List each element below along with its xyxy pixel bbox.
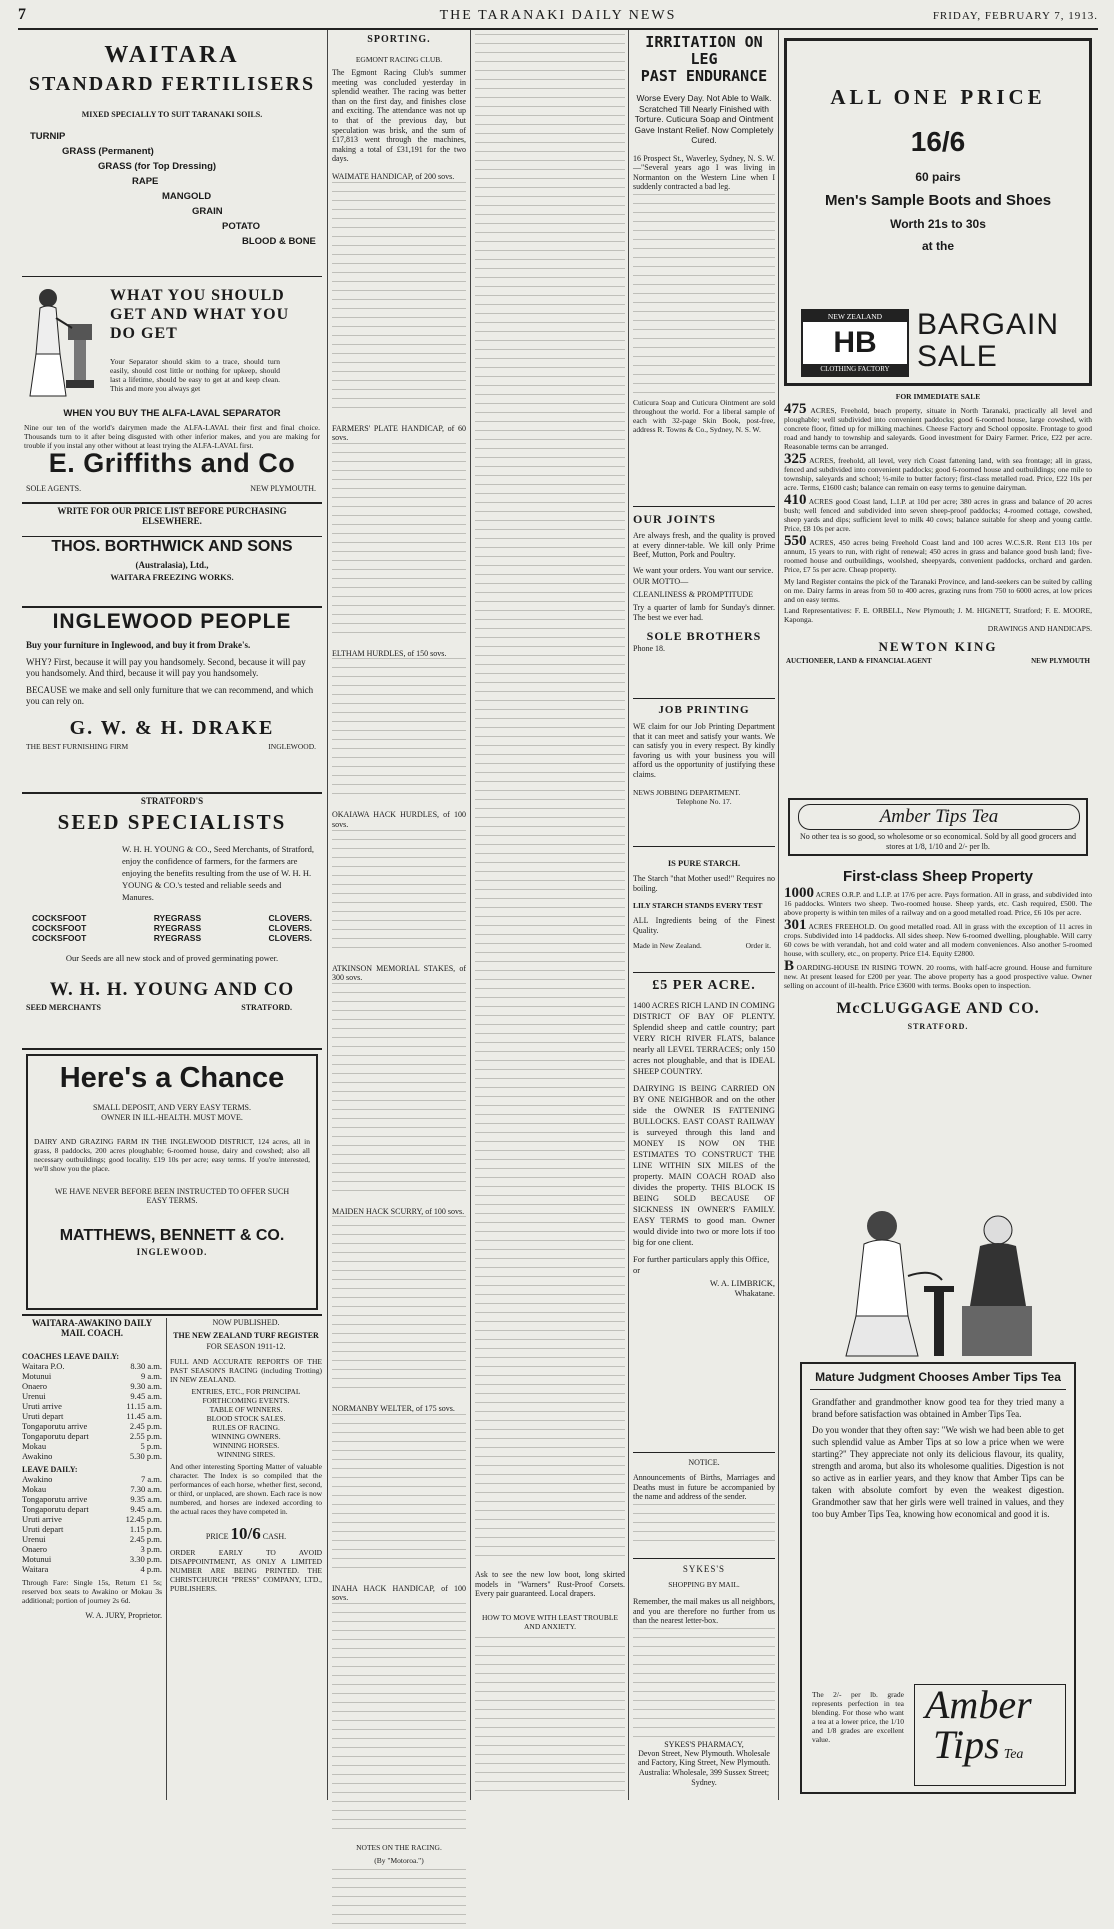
listing-text: ACRES, 450 acres being Freehold Coast land and 100 acres W.C.S.R. Rent £13 10s per annum, 15 years to run, with right of renewal; 450 acres in grass and balance good bush land; five-roomed house and outbuildings, woolshed, sheepyards, convenient paddocks, orchard and garden. Price, £7 5s per acre. Cheap property. xyxy=(784,538,1092,574)
listing-text: ACRES, freehold, all level, very rich Coast fattening land, with sea frontage; all in grass, fenced and subdivided into convenient paddocks; good 6-roomed house and outbuildings; one mile to township, saleyards and school; ½-mile to butter factory; first-class metalled road. Price, £22 10s per acre. Terms, £1600 cash; balance can remain on easy terms to genuine dairyman. xyxy=(784,456,1092,492)
grandparents-illustration xyxy=(812,1196,1070,1358)
ad-subtitle: SHOPPING BY MAIL. xyxy=(668,1580,740,1589)
ad-text: 1400 ACRES RICH LAND IN COMING DISTRICT OF BAY OF PLENTY. Splendid sheep and cattle country; part VERY RICH RIVER FLATS, balance nearly all LEVEL TERRACES; only 150 acres not ploughable, and that is IDEAL SHEEP COUNTRY. xyxy=(633,1000,775,1076)
race-heading: INAHA HACK HANDICAP, of 100 sovs. xyxy=(332,1583,466,1603)
ad-text: FULL AND ACCURATE REPORTS OF THE PAST SEASON'S RACING (including Trotting) IN NEW ZEALAND. xyxy=(170,1357,322,1384)
ad-note: The 2/- per lb. grade represents perfection in tea blending. For those who want a tea at a lower price, the 1/10 and 1/8 grades are excellent value. xyxy=(812,1690,904,1744)
timetable-row: Onaero 9.30 a.m. xyxy=(22,1381,162,1391)
timetable-row: Motunui 9 a.m. xyxy=(22,1371,162,1381)
ad-text: WHY? First, because it will pay you handsomely. Second, because it will pay you handsomely. And third, because it will pay you handsomely. xyxy=(26,657,306,678)
race-result-lines xyxy=(332,182,466,416)
property-listing xyxy=(784,917,1092,958)
race-heading: NORMANBY WELTER, of 175 sovs. xyxy=(332,1404,455,1414)
lily-starch-ad xyxy=(633,858,775,951)
product-name: Men's Sample Boots and Shoes xyxy=(824,192,1052,209)
classified-text: Ask to see the new low boot, long skirted models in "Warners" Rust-Proof Corsets. Every pair guaranteed. Local drapers. xyxy=(475,1570,625,1599)
ad-text: Grandfather and grandmother know good tea for they tried many a brand before satisfaction was obtained in Amber Tips Tea. xyxy=(812,1397,1064,1419)
race-heading: WAIMATE HANDICAP, of 200 sovs. xyxy=(332,171,455,181)
ad-text: And other interesting Sporting Matter of valuable character. The Index is so compiled that the performances of each horse, whether first, second, or third, or unplaced, are shown. Each race is now numbered, and horses are indexed according to the actual races they have competed in. xyxy=(170,1462,322,1516)
turf-list-item: TABLE OF WINNERS. xyxy=(209,1405,283,1414)
race-heading: ATKINSON MEMORIAL STAKES, of 300 sovs. xyxy=(332,963,466,983)
ad-reps: Land Representatives: F. E. ORBELL, New Plymouth; J. M. HIGNETT, Stratford; F. E. MOORE, Kaponga. xyxy=(784,606,1092,624)
race-result-lines xyxy=(332,1216,466,1396)
amber-tips-logo: Amber Tips Tea xyxy=(798,804,1080,830)
property-listing xyxy=(784,492,1092,533)
newton-king-land-ad xyxy=(784,392,1092,792)
ad-text: Buy your furniture in Inglewood, and buy it from Drake's. xyxy=(26,640,251,650)
seed-grid xyxy=(32,913,312,943)
race-result-lines xyxy=(332,983,466,1199)
timetable-heading: COACHES LEAVE DAILY: xyxy=(22,1352,120,1361)
timetable-row: Tongaporutu arrive 9.35 a.m. xyxy=(22,1494,162,1504)
turf-list-item: WINNING SIRES. xyxy=(217,1450,275,1459)
turf-list-item: WINNING OWNERS. xyxy=(211,1432,281,1441)
timetable-row: Motunui 3.30 p.m. xyxy=(22,1554,162,1564)
ad-title: First-class Sheep Property xyxy=(842,868,1034,885)
byline: (By "Motoroa.") xyxy=(374,1856,424,1866)
timetable-row: Waitara 4 p.m. xyxy=(22,1564,162,1574)
ad-title: OUR JOINTS xyxy=(633,512,717,526)
notice-lines xyxy=(633,1504,775,1544)
section-rule xyxy=(22,792,322,794)
firm-tag: SEED MERCHANTS xyxy=(26,1003,101,1012)
ad-title: Here's a Chance xyxy=(59,1062,285,1094)
ad-text: Our Seeds are all new stock and of proved germinating power. xyxy=(65,953,279,963)
sykes-pharmacy-ad xyxy=(633,1564,775,1787)
notice-title: NOTICE. xyxy=(688,1458,720,1467)
firm-place: NEW PLYMOUTH xyxy=(1031,657,1090,665)
ad-title: £5 PER ACRE. xyxy=(652,978,756,993)
timetable-row: Awakino 7 a.m. xyxy=(22,1474,162,1484)
firm-name: SYKES'S PHARMACY, xyxy=(664,1739,744,1749)
butcher-ad xyxy=(633,512,775,653)
ad-text: DAIRY AND GRAZING FARM IN THE INGLEWOOD DISTRICT, 124 acres, all in grass, 8 paddocks, 200 acres ploughable; 6-roomed house, dairy and cowshed; also all necessary outbuildings; good locality. £19 10s per acre; easy terms. If you're interested, we'll show you the place. xyxy=(34,1137,310,1173)
waitara-fertilisers-ad xyxy=(22,42,322,272)
testimonial-lines xyxy=(633,194,775,394)
firm-address: Devon Street, New Plymouth. Wholesale and Factory, King Street, New Plymouth. Australia: Wholesale, 399 Sussex Street; Sydney. xyxy=(637,1748,771,1787)
race-result-lines xyxy=(332,658,466,802)
ad-title: STANDARD FERTILISERS xyxy=(28,73,316,95)
list-item: MANGOLD xyxy=(162,191,212,202)
ad-title: IS PURE STARCH. xyxy=(667,858,741,868)
race-result-lines xyxy=(332,443,466,641)
turf-list-item: BLOOD STOCK SALES. xyxy=(206,1414,286,1423)
firm-name: W. H. H. YOUNG AND CO xyxy=(49,979,295,1000)
ad-terms: SMALL DEPOSIT, AND VERY EASY TERMS. OWNER IN ILL-HEALTH. MUST MOVE. xyxy=(92,1103,252,1122)
firm-phone: Phone 18. xyxy=(633,643,665,653)
fare-text: Through Fare: Single 15s, Return £1 5s; reserved box seats to Awakino or Mokau 3s additional; portion of journey 2s 6d. xyxy=(22,1578,162,1605)
price-line: PRICE 10/6 CASH. xyxy=(205,1524,287,1543)
timetable-row: Awakino 5.30 p.m. xyxy=(22,1451,162,1461)
firm-name: McCLUGGAGE AND CO. xyxy=(836,1000,1040,1017)
ad-season: FOR SEASON 1911-12. xyxy=(206,1342,286,1351)
timetable-row: Tongaporutu depart 9.45 a.m. xyxy=(22,1504,162,1514)
column-rule xyxy=(166,1318,167,1800)
turf-list xyxy=(170,1387,322,1459)
timetable-row: Urenui 2.45 p.m. xyxy=(22,1534,162,1544)
ad-title: SYKES'S xyxy=(682,1564,726,1574)
hb-logo: NEW ZEALAND HB CLOTHING FACTORY xyxy=(801,309,909,377)
race-result-lines xyxy=(332,1603,466,1837)
race-heading: FARMERS' PLATE HANDICAP, of 60 sovs. xyxy=(332,423,466,443)
ad-heading: IRRITATION ON LEG xyxy=(645,33,763,68)
timetable-row: Uruti depart 11.45 a.m. xyxy=(22,1411,162,1421)
agent-name: W. A. LIMBRICK, xyxy=(709,1278,775,1288)
list-item: POTATO xyxy=(222,221,260,232)
racing-continued-column xyxy=(475,34,625,1796)
timetable-heading: LEAVE DAILY: xyxy=(22,1465,78,1474)
ad-text: WE HAVE NEVER BEFORE BEEN INSTRUCTED TO OFFER SUCH EASY TERMS. xyxy=(54,1187,290,1205)
proprietor: W. A. JURY, Proprietor. xyxy=(85,1611,162,1620)
firm-place: STRATFORD. xyxy=(241,1003,292,1012)
dept-phone: Telephone No. 17. xyxy=(676,796,732,806)
borthwick-ad xyxy=(22,506,322,606)
woman-separator-illustration xyxy=(26,284,100,402)
listing-number: 550 xyxy=(784,533,807,549)
listing-text: OARDING-HOUSE IN RISING TOWN. 20 rooms, with half-acre ground. House and furniture new. At present leased for £200 per year. The above property has a good prospective value. Owner selling on account of ill-health. Price £3600 with terms. Books open to inspection. xyxy=(784,963,1093,990)
ad-motto: CLEANLINESS & PROMPTITUDE xyxy=(633,590,754,600)
column-four xyxy=(633,34,775,1796)
ad-title: JOB PRINTING xyxy=(658,704,750,716)
firm-place: STRATFORD. xyxy=(907,1022,969,1031)
mccluggage-property-ad xyxy=(784,864,1092,1194)
property-listing xyxy=(784,451,1092,492)
timetable-row: Mokau 7.30 a.m. xyxy=(22,1484,162,1494)
seed-row: COCKSFOOT RYEGRASS CLOVERS. xyxy=(32,923,312,933)
ad-title: THE NEW ZEALAND TURF REGISTER xyxy=(173,1331,319,1340)
cuticura-ad xyxy=(633,34,775,434)
property-listing xyxy=(784,958,1093,990)
amber-tips-logo: Amber Tips Tea xyxy=(914,1684,1066,1786)
column-rule xyxy=(470,30,471,1800)
ad-text: For further particulars apply this Office, or xyxy=(633,1254,770,1275)
list-item: GRASS (for Top Dressing) xyxy=(98,161,217,172)
section-rule xyxy=(22,502,322,504)
article-text-lines xyxy=(475,1637,625,1797)
race-heading: MAIDEN HACK SCURRY, of 100 sovs. xyxy=(332,1206,465,1216)
sale-heading: SALE xyxy=(917,340,998,373)
quantity: 60 pairs xyxy=(915,170,961,184)
notice-block xyxy=(633,1458,775,1544)
ad-text: No other tea is so good, so wholesome or so economical. Sold by all good grocers and stores at 1/8, 1/10 and 2/- per lb. xyxy=(800,832,1076,851)
listing-number: 301 xyxy=(784,917,807,933)
ad-pre: NOW PUBLISHED. xyxy=(212,1318,280,1327)
section-title: SPORTING. xyxy=(367,34,431,45)
sample-boots-ad xyxy=(784,38,1092,386)
column-rule xyxy=(778,30,779,1800)
ad-text: ORDER EARLY TO AVOID DISAPPOINTMENT, AS ONLY A LIMITED NUMBER ARE BEING PRINTED. THE CHRISTCHURCH "PRESS" COMPANY, LTD., PUBLISHERS. xyxy=(170,1548,322,1593)
amber-tips-ad-large xyxy=(800,1362,1076,1794)
paper-title: THE TARANAKI DAILY NEWS xyxy=(439,8,677,23)
listing-text: ACRES good Coast land, L.I.P. at 10d per acre; 380 acres in grass and balance of 20 acres bush; well fenced and subdivided into seven sheep-proof paddocks; 4-roomed cottage, cowshed, sheep yards and dips; sufficient level to milk 40 cows; balance suitable for sheep and young cattle. Price, £8 10s per acre. xyxy=(784,497,1092,533)
notes-heading: NOTES ON THE RACING. xyxy=(356,1843,442,1853)
listing-number: 475 xyxy=(784,401,807,417)
ad-title: WAITARA xyxy=(104,42,240,68)
firm-place: NEW PLYMOUTH. xyxy=(250,484,316,493)
club-heading: EGMONT RACING CLUB. xyxy=(355,55,443,64)
property-list xyxy=(784,401,1092,574)
race-result-lines xyxy=(332,830,466,956)
price: 16/6 xyxy=(910,126,966,157)
ad-text: My land Register contains the pick of the Taranaki Province, and land-seekers can be suited by calling on me. Dairy farms in areas from 50 to 400 acres, grazing runs from 750 to 6000 acres, at low prices and on easy terms. xyxy=(784,577,1092,604)
column-rule xyxy=(327,30,328,1800)
firm-name: G. W. & H. DRAKE xyxy=(69,717,275,739)
ad-title: INGLEWOOD PEOPLE xyxy=(52,610,292,633)
property-list xyxy=(784,885,1093,990)
timetable-title: WAITARA-AWAKINO DAILY MAIL COACH. xyxy=(31,1318,153,1338)
ad-text: The Starch "that Mother used!" Requires no boiling. xyxy=(633,874,775,893)
race-heading: OKAIAWA HACK HURDLES, of 100 sovs. xyxy=(332,810,466,829)
seed-row: COCKSFOOT RYEGRASS CLOVERS. xyxy=(32,913,312,923)
firm-name: MATTHEWS, BENNETT & CO. xyxy=(59,1227,285,1244)
race-result-lines xyxy=(332,1414,466,1576)
listing-text: ACRES, Freehold, beach property, situate in North Taranaki, practically all level and ploughable; well subdivided into convenient paddocks; good 6-roomed house, large cowshed, with concrete floor, fitted up for milking machines. Cheese Factory and School opposite. Frontage to good road and handy to township and saleyards. Good investment for Dairy Farmer. Price, £22 per acre. Reasonable terms can be arranged. xyxy=(784,406,1092,451)
ad-text: Do you wonder that they often say: "We wish we had been able to get such splendid value as Amber Tips at so low a price when we were starting?" They appreciate not only its delicious flavour, its quality, strength and aroma, but also its wholesome qualities. Digestion is not so active as in earlier years, and they know that Amber Tips can be taken with absolute comfort by even the weakest digestion. Grandmother saw that her girls were well trained in values, and they too buy Amber Tips Tea, knowing how economical and good it is. xyxy=(812,1425,1064,1519)
firm-place: INGLEWOOD. xyxy=(136,1247,208,1257)
agent-place: Whakatane. xyxy=(734,1288,775,1298)
timetable-row: Tongaporutu arrive 2.45 p.m. xyxy=(22,1421,162,1431)
drake-furniture-ad xyxy=(22,610,322,790)
list-item: TURNIP xyxy=(30,131,66,142)
ad-text: BECAUSE we make and sell only furniture that we can recommend, and which you can rely on. xyxy=(26,685,314,706)
firm-name: SOLE BROTHERS xyxy=(646,628,762,643)
notice-text: Announcements of Births, Marriages and Deaths must in future be accompanied by the name and address of the sender. xyxy=(633,1473,775,1502)
article-intro: The Egmont Racing Club's summer meeting was concluded yesterday in splendid weather. The racing was better than on the first day, and finishes close and exciting. The attendance was not up to that of the previous day, but speculation was brisk, and the sum of £17,813 went through the machines, making a total of £31,191 for the two days. xyxy=(332,68,466,164)
issue-date: FRIDAY, FEBRUARY 7, 1913. xyxy=(932,10,1098,22)
ad-pre: STRATFORD'S xyxy=(140,796,204,806)
masthead-rule xyxy=(18,28,1098,30)
ad-banner: WHEN YOU BUY THE ALFA-LAVAL SEPARATOR xyxy=(63,408,281,419)
ad-draw: DRAWINGS AND HANDICAPS. xyxy=(987,624,1092,633)
ad-text: W. H. H. YOUNG & CO., Seed Merchants, of Stratford, enjoy the confidence of farmers, for the farmers are enjoying the benefits resulting from the use of W. H. H. YOUNG & CO.'s tested and reliable seeds and Manures. xyxy=(122,844,315,902)
ad-heading: GET AND WHAT YOU xyxy=(110,306,290,323)
firm-sub: AUCTIONEER, LAND & FINANCIAL AGENT xyxy=(786,657,932,665)
ad-text: Are always fresh, and the quality is proved at every dinner-table. We kill only Prime Beef, Mutton, Pork and Poultry. xyxy=(633,531,775,560)
firm-name: NEWTON KING xyxy=(878,639,998,654)
section-rule xyxy=(22,606,322,608)
turf-list-item: WINNING HORSES. xyxy=(212,1441,280,1450)
coach-timetable xyxy=(22,1318,162,1800)
listing-number: 410 xyxy=(784,492,807,508)
at-the: at the xyxy=(921,239,954,253)
listing-number: B xyxy=(784,958,795,974)
race-heading: ELTHAM HURDLES, of 150 sovs. xyxy=(332,648,447,658)
ad-title: SEED SPECIALISTS xyxy=(57,810,287,834)
sporting-column xyxy=(332,34,466,1866)
firm-works: WAITARA FREEZING WORKS. xyxy=(110,572,234,582)
list-item: RAPE xyxy=(132,176,159,187)
timetable-row: Uruti arrive 12.45 p.m. xyxy=(22,1514,162,1524)
timetable-row: Urenui 9.45 a.m. xyxy=(22,1391,162,1401)
dept-name: NEWS JOBBING DEPARTMENT. xyxy=(633,787,741,797)
ad-heading: WHAT YOU SHOULD xyxy=(110,287,285,304)
firm-role: SOLE AGENTS. xyxy=(26,484,82,493)
list-item: GRASS (Permanent) xyxy=(62,146,154,157)
ad-text: Nine our ten of the world's dairymen made the ALFA-LAVAL their first and final choice. Thousands turn to it after being disgusted with other inferior makes, and you are making for trouble if you instal any other without at least trying the ALFA-LAVAL first. xyxy=(24,423,320,450)
list-item: GRAIN xyxy=(192,206,223,217)
firm-name: E. Griffiths and Co xyxy=(48,448,296,478)
worth: Worth 21s to 30s xyxy=(890,217,986,231)
alfa-laval-ad xyxy=(22,280,322,498)
ad-text: DAIRYING IS BEING CARRIED ON BY ONE NEIGHBOR and on the other side the OWNER IS FATTENING BULLOCKS. EAST COAST RAILWAY is surveyed through this land and MONEY IS NOW ON THE ESTIMATES TO CONSTRUCT THE LINE WITHIN SIX MILES of the property. MAIN COACH ROAD also divides the property. THIS BLOCK IS BEING SOLD BECAUSE OF SICKNESS IN OWNER'S FAMILY. EASY TERMS to good man. Owner would divide into two or more lots if too big for one client. xyxy=(633,1083,775,1247)
timetable-row: Mokau 5 p.m. xyxy=(22,1441,162,1451)
ad-title: ALL ONE PRICE xyxy=(830,85,1046,109)
ad-motto: OUR MOTTO— xyxy=(633,577,689,587)
listing-number: 325 xyxy=(784,451,807,467)
ad-text: Remember, the mail makes us all neighbors, and you are therefore no further from us than the nearest letter-box. xyxy=(633,1597,775,1626)
ad-footer: Cuticura Soap and Cuticura Ointment are sold throughout the world. For a liberal sample of each with 32-page Skin Book, post-free, address R. Towns & Co., Sydney, N. S. W. xyxy=(633,397,775,434)
list-item: BLOOD & BONE xyxy=(242,236,316,247)
timetable-rows xyxy=(22,1474,162,1574)
ad-text: Your Separator should skim to a trace, should turn easily, should cost little or nothing for upkeep, should last a lifetime, should be easy to get at and keep clean. This and more you always get xyxy=(110,357,280,393)
section-rule xyxy=(22,276,322,277)
ad-text: 16 Prospect St., Waverley, Sydney, N. S. W.—"Several years ago I was living in Normanton on the Western Line when I suddenly contracted a bad leg. xyxy=(633,153,775,192)
ad-heading: DO GET xyxy=(110,325,178,342)
firm-name: THOS. BORTHWICK AND SONS xyxy=(51,538,293,555)
timetable-row: Onaero 3 p.m. xyxy=(22,1544,162,1554)
masthead xyxy=(18,6,1098,28)
ad-slogan: LILY STARCH STANDS EVERY TEST xyxy=(633,901,763,911)
listing-number: 1000 xyxy=(784,885,814,901)
ad-subheading: Worse Every Day. Not Able to Walk. Scratched Till Nearly Finished with Torture. Cuticura Soap and Ointment Gave Instant Relief. Now Completely Cured. xyxy=(634,93,774,145)
ad-title: Mature Judgment Chooses Amber Tips Tea xyxy=(810,1370,1066,1390)
seed-row: COCKSFOOT RYEGRASS CLOVERS. xyxy=(32,933,312,943)
timetable-row: Uruti depart 1.15 p.m. xyxy=(22,1524,162,1534)
turf-list-item: ENTRIES, ETC., FOR PRINCIPAL FORTHCOMING EVENTS. xyxy=(191,1387,301,1405)
sale-heading: BARGAIN xyxy=(917,308,1060,341)
property-listing xyxy=(784,885,1092,917)
listing-text: ACRES FREEHOLD. On good metalled road. All in grass with the exception of 11 acres in crops. Subdivided into 14 paddocks. All sides sheep. New 6-roomed dwelling, ploughable. Will carry 60 cows be with verandah, hot and cold water and all modern conveniences. Also another 5-roomed house, with scullery, etc., on property. Price £14. Equity £2800. xyxy=(784,922,1092,958)
turf-list-item: RULES OF RACING. xyxy=(212,1423,280,1432)
order-it: Order it. xyxy=(745,941,771,951)
ad-text: We want your orders. You want our service. xyxy=(633,565,774,575)
made-in: Made in New Zealand. xyxy=(633,941,702,951)
property-listing xyxy=(784,533,1092,574)
ad-title: FOR IMMEDIATE SALE xyxy=(895,392,981,401)
article-text-lines xyxy=(332,1869,466,1929)
article-heading: HOW TO MOVE WITH LEAST TROUBLE AND ANXIETY. xyxy=(481,1612,619,1631)
ad-text: Try a quarter of lamb for Sunday's dinner. The best we ever had. xyxy=(633,603,775,622)
turf-register-ad xyxy=(170,1318,322,1800)
section-rule xyxy=(22,1048,322,1050)
ad-heading: PAST ENDURANCE xyxy=(640,67,768,85)
fertiliser-list xyxy=(22,119,322,269)
seed-specialists-ad xyxy=(22,796,322,1046)
ad-text: ALL Ingredients being of the Finest Quality. xyxy=(633,916,775,935)
ad-text: WE claim for our Job Printing Department that it can meet and satisfy your wants. We can satisfy you in every respect. By kindly favoring us with your business you will afford us the opportunity of justifying these claims. xyxy=(633,722,775,779)
price-value: 10/6 xyxy=(230,1524,261,1543)
ad-text-lines xyxy=(633,1628,775,1738)
firm-place: INGLEWOOD. xyxy=(268,742,316,751)
column-rule xyxy=(628,30,629,1800)
firm-tag: THE BEST FURNISHING FIRM xyxy=(26,742,129,751)
section-rule xyxy=(22,1314,322,1316)
ad-text: WRITE FOR OUR PRICE LIST BEFORE PURCHASING ELSEWHERE. xyxy=(57,506,287,526)
job-printing-ad xyxy=(633,704,775,806)
timetable-row: Uruti arrive 11.15 a.m. xyxy=(22,1401,162,1411)
article-text-lines xyxy=(475,34,625,1564)
race-results xyxy=(332,172,466,1837)
ad-subtitle: MIXED SPECIALLY TO SUIT TARANAKI SOILS. xyxy=(81,110,263,119)
firm-sub: (Australasia), Ltd., xyxy=(135,560,209,570)
amber-tips-ad-small xyxy=(788,798,1088,856)
timetable-row: Tongaporutu depart 2.55 p.m. xyxy=(22,1431,162,1441)
timetable-row: Waitara P.O. 8.30 a.m. xyxy=(22,1361,162,1371)
farm-sale-ad xyxy=(26,1054,318,1310)
timetable-rows xyxy=(22,1361,162,1461)
bay-of-plenty-land-ad xyxy=(633,978,775,1298)
page-number: 7 xyxy=(18,6,26,23)
listing-text: ACRES O.R.P. and L.I.P. at 17/6 per acre. Pays formation. All in grass, and subdivided into 16 paddocks. Winters two sheep. Two-roomed house. Sheep yards, etc. Cash required, £500. The above property is within ten miles of a railway and on a good metalled road. Price, £6 10s per acre. xyxy=(784,890,1092,917)
property-listing xyxy=(784,401,1092,451)
